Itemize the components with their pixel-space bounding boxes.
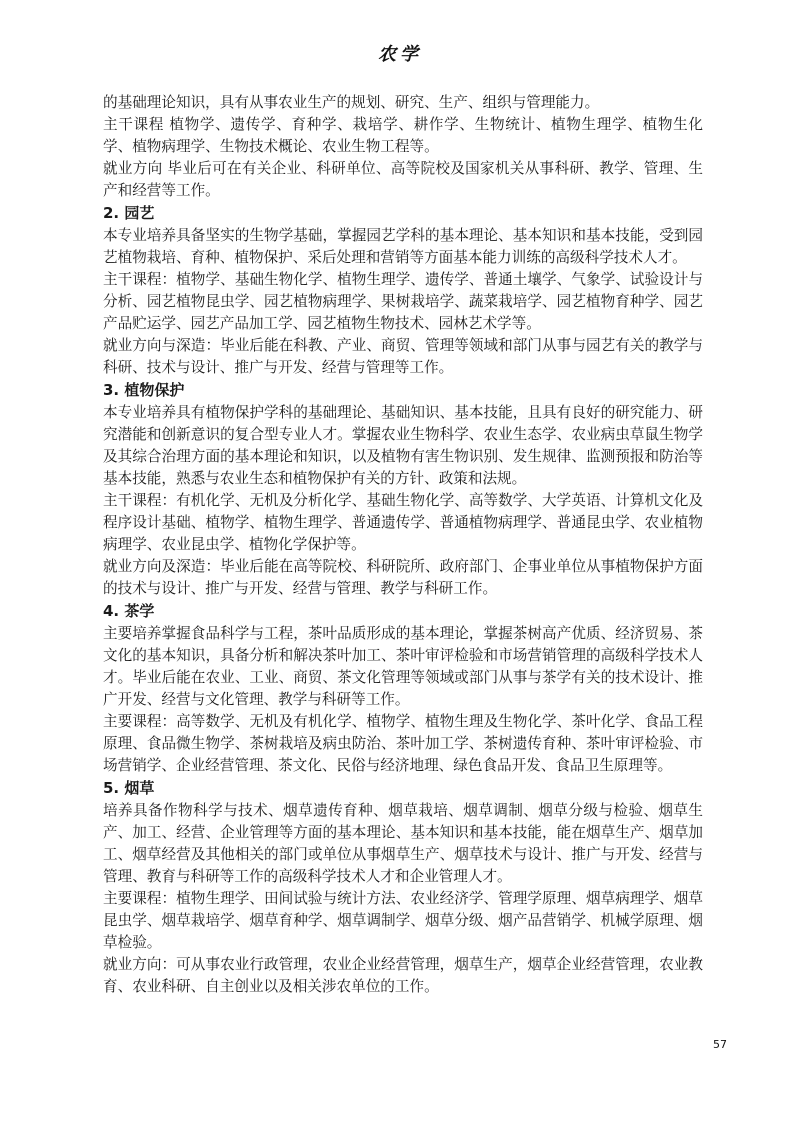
section-heading: 5. 烟草 (103, 779, 155, 797)
paragraph: 的基础理论知识，具有从事农业生产的规划、研究、生产、组织与管理能力。 (103, 94, 600, 111)
paragraph: 就业方向及深造：毕业后能在高等院校、科研院所、政府部门、企事业单位从事植物保护方面的技术与设计、推广与开发、经营与管理、教学与科研工作。 (103, 558, 703, 597)
paragraph: 主干课程：有机化学、无机及分析化学、基础生物化学、高等数学、大学英语、计算机文化及程序设计基础、植物学、植物生理学、普通遗传学、普通植物病理学、普通昆虫学、农业植物病理学、农业昆虫学、植物化学保护等。 (103, 492, 703, 553)
page-header-title: 农学 (378, 44, 422, 65)
paragraph: 主干课程：植物学、基础生物化学、植物生理学、遗传学、普通土壤学、气象学、试验设计与分析、园艺植物昆虫学、园艺植物病理学、果树栽培学、蔬菜栽培学、园艺植物育种学、园艺产品贮运学、园艺产品加工学、园艺植物生物技术、园林艺术学等。 (103, 271, 703, 332)
paragraph: 主要培养掌握食品科学与工程，茶叶品质形成的基本理论，掌握茶树高产优质、经济贸易、茶文化的基本知识，具备分析和解决茶叶加工、茶叶审评检验和市场营销管理的高级科学技术人才。毕业后能在农业、工业、商贸、茶文化管理等领域或部门从事与茶学有关的技术设计、推广开发、经营与文化管理、教学与科研等工作。 (103, 625, 703, 708)
section-continuation (103, 92, 703, 202)
page-number: 57 (713, 1038, 727, 1051)
document-body (103, 92, 703, 998)
section-horticulture (103, 202, 703, 379)
paragraph: 培养具备作物科学与技术、烟草遗传育种、烟草栽培、烟草调制、烟草分级与检验、烟草生产、加工、经营、企业管理等方面的基本理论、基本知识和基本技能，能在烟草生产、烟草加工、烟草经营及其他相关的部门或单位从事烟草生产、烟草技术与设计、推广与开发、经营与管理、教育与科研等工作的高级科学技术人才和企业管理人才。 (103, 802, 703, 885)
paragraph: 主干课程 植物学、遗传学、育种学、栽培学、耕作学、生物统计、植物生理学、植物生化学、植物病理学、生物技术概论、农业生物工程等。 (103, 116, 703, 155)
section-tea-science (103, 600, 703, 777)
paragraph: 本专业培养具备坚实的生物学基础，掌握园艺学科的基本理论、基本知识和基本技能，受到园艺植物栽培、育种、植物保护、采后处理和营销等方面基本能力训练的高级科学技术人才。 (103, 227, 703, 266)
section-plant-protection (103, 379, 703, 600)
section-heading: 2. 园艺 (103, 204, 155, 222)
section-heading: 3. 植物保护 (103, 381, 185, 399)
section-tobacco (103, 777, 703, 998)
paragraph: 就业方向 毕业后可在有关企业、科研单位、高等院校及国家机关从事科研、教学、管理、生产和经营等工作。 (103, 160, 703, 199)
paragraph: 主要课程：植物生理学、田间试验与统计方法、农业经济学、管理学原理、烟草病理学、烟草昆虫学、烟草栽培学、烟草育种学、烟草调制学、烟草分级、烟产品营销学、机械学原理、烟草检验。 (103, 890, 703, 951)
paragraph: 就业方向：可从事农业行政管理，农业企业经营管理，烟草生产，烟草企业经营管理，农业教育、农业科研、自主创业以及相关涉农单位的工作。 (103, 956, 703, 995)
paragraph: 本专业培养具有植物保护学科的基础理论、基础知识、基本技能，且具有良好的研究能力、研究潜能和创新意识的复合型专业人才。掌握农业生物科学、农业生态学、农业病虫草鼠生物学及其综合治理方面的基本理论和知识，以及植物有害生物识别、发生规律、监测预报和防治等基本技能，熟悉与农业生态和植物保护有关的方针、政策和法规。 (103, 404, 703, 487)
section-heading: 4. 茶学 (103, 602, 155, 620)
paragraph: 就业方向与深造：毕业后能在科教、产业、商贸、管理等领域和部门从事与园艺有关的教学与科研、技术与设计、推广与开发、经营与管理等工作。 (103, 337, 703, 376)
paragraph: 主要课程：高等数学、无机及有机化学、植物学、植物生理及生物化学、茶叶化学、食品工程原理、食品微生物学、茶树栽培及病虫防治、茶叶加工学、茶树遗传育种、茶叶审评检验、市场营销学、企业经营管理、茶文化、民俗与经济地理、绿色食品开发、食品卫生原理等。 (103, 713, 703, 774)
